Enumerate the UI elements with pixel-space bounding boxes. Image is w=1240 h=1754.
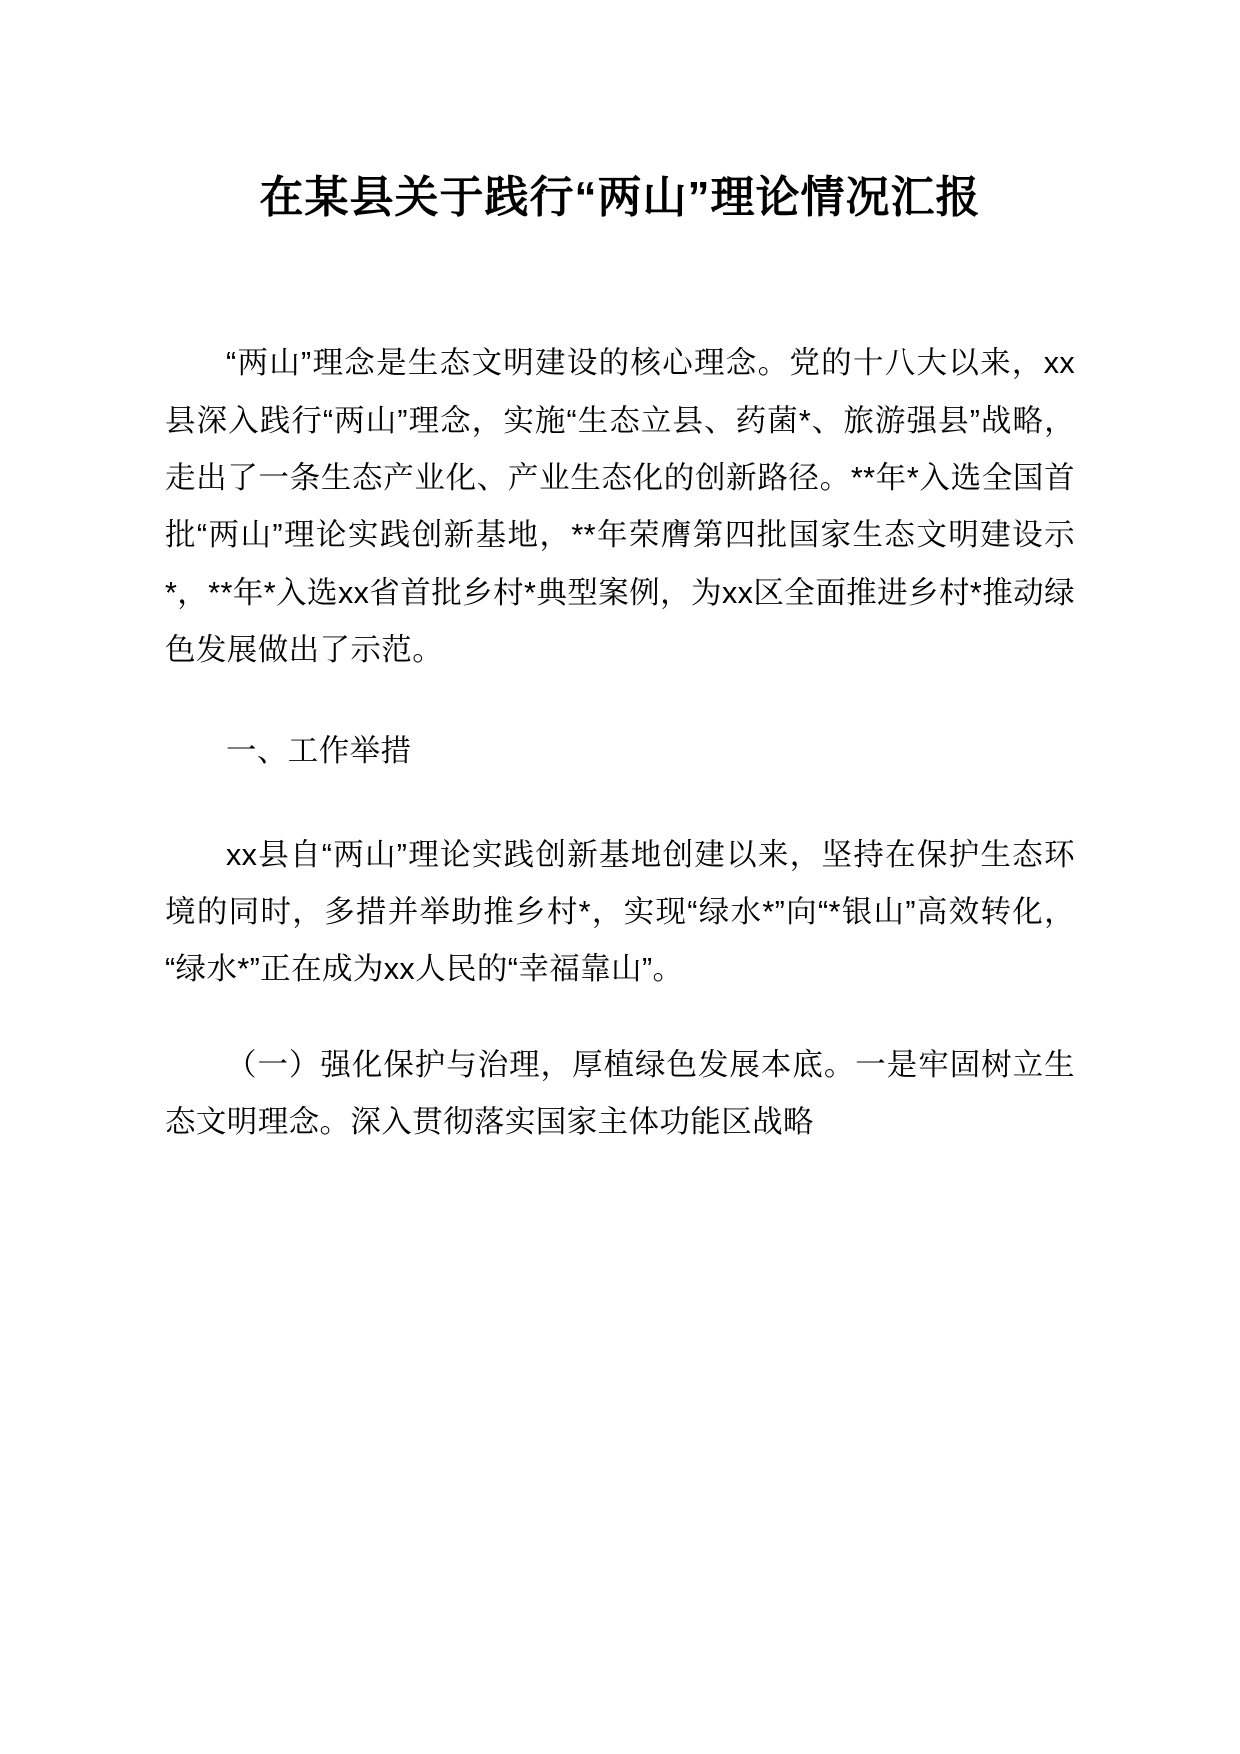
paragraph-subsection-one: （一）强化保护与治理，厚植绿色发展本底。一是牢固树立生态文明理念。深入贯彻落实国家主体功能区战略 <box>165 1047 1075 1139</box>
page-title: 在某县关于践行“两山”理论情况汇报 <box>259 173 981 222</box>
paragraph-section-one-body: xx县自“两山”理论实践创新基地创建以来，坚持在保护生态环境的同时，多措并举助推乡村*，实现“绿水*”向“*银山”高效转化，“绿水*”正在成为xx人民的“幸福靠山”。 <box>165 837 1075 987</box>
paragraph-intro: “两山”理念是生态文明建设的核心理念。党的十八大以来，xx县深入践行“两山”理念，实施“生态立县、药菌*、旅游强县”战略，走出了一条生态产业化、产业生态化的创新路径。**年*入选全国首批“两山”理论实践创新基地，**年荣膺第四批国家生态文明建设示*，**年*入选xx省首批乡村*典型案例，为xx区全面推进乡村*推动绿色发展做出了示范。 <box>165 346 1075 668</box>
section-heading-one: 一、工作举措 <box>226 734 412 769</box>
document-body <box>165 335 1075 1151</box>
